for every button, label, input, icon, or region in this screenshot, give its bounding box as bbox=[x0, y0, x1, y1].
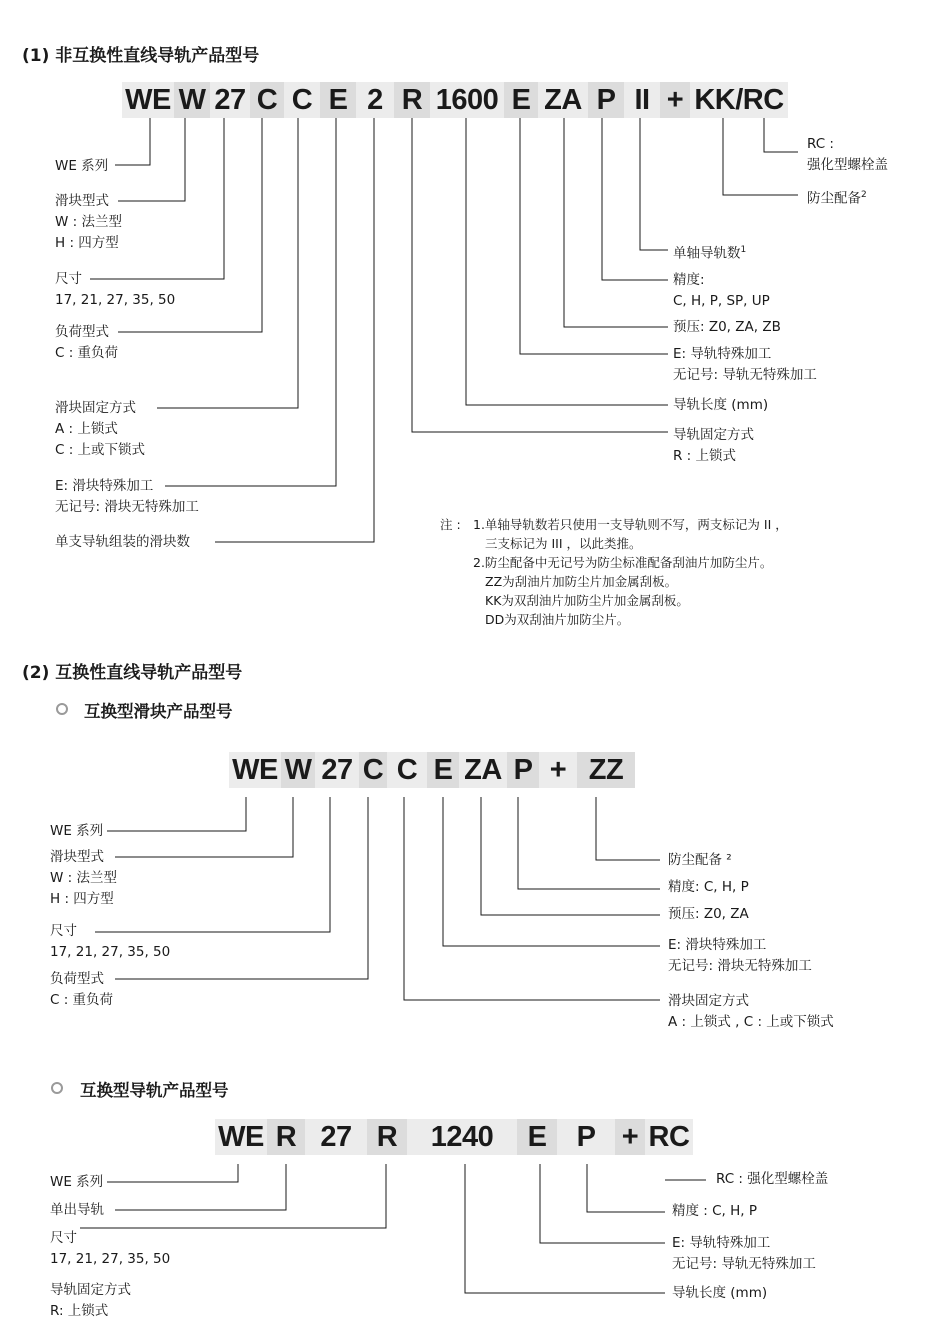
label-line: C : 重负荷 bbox=[50, 992, 114, 1008]
note-line: DD为双刮油片加防尘片。 bbox=[485, 612, 630, 627]
code-seg: ZZ bbox=[577, 752, 635, 788]
code-seg: P bbox=[507, 752, 539, 788]
rail-label-accuracy bbox=[672, 1201, 757, 1222]
label-line: E: 滑块特殊加工 bbox=[55, 478, 154, 494]
label-line: R : 上锁式 bbox=[673, 448, 737, 464]
label-line: 精度: C, H, P bbox=[668, 879, 749, 895]
code-seg: + bbox=[660, 82, 690, 118]
code-seg: C bbox=[250, 82, 284, 118]
code-seg: C bbox=[387, 752, 427, 788]
rail-label-rail-special bbox=[672, 1233, 816, 1275]
label-line: 防尘配备 ² bbox=[668, 852, 732, 868]
label-line: E: 滑块特殊加工 bbox=[668, 937, 767, 953]
note-line: KK为双刮油片加防尘片加金属刮板。 bbox=[485, 593, 689, 608]
code-seg: R bbox=[267, 1119, 305, 1155]
code-seg: W bbox=[281, 752, 315, 788]
section2-title: (2) 互换性直线导轨产品型号 bbox=[22, 663, 243, 683]
label-line: 单轴导轨数 bbox=[673, 245, 741, 262]
label-line: 导轨长度 (mm) bbox=[672, 1285, 768, 1301]
label-line: 无记号: 导轨无特殊加工 bbox=[673, 367, 817, 383]
label-line: 强化型螺栓盖 bbox=[807, 157, 888, 173]
label-line: 滑块型式 bbox=[50, 849, 104, 865]
code-seg: + bbox=[539, 752, 577, 788]
note-line: 2.防尘配备中无记号为防尘标准配备刮油片加防尘片。 bbox=[473, 555, 773, 570]
label-line: E: 导轨特殊加工 bbox=[672, 1235, 771, 1251]
section1-title: (1) 非互换性直线导轨产品型号 bbox=[22, 46, 260, 66]
label-line: 无记号: 滑块无特殊加工 bbox=[55, 499, 199, 515]
slider-subtitle: 互换型滑块产品型号 bbox=[84, 702, 233, 721]
code-seg: 27 bbox=[315, 752, 359, 788]
rail-label-we-series bbox=[50, 1172, 103, 1193]
label-line: 尺寸 bbox=[55, 271, 82, 287]
footnote-mark: 1 bbox=[740, 245, 747, 255]
label-line: 预压: Z0, ZA, ZB bbox=[673, 319, 781, 335]
rail-subtitle: 互换型导轨产品型号 bbox=[80, 1081, 229, 1100]
label-line: 17, 21, 27, 35, 50 bbox=[50, 1251, 171, 1267]
label-line: 无记号: 滑块无特殊加工 bbox=[668, 958, 812, 974]
label-line: 单出导轨 bbox=[50, 1202, 104, 1218]
label-line: WE 系列 bbox=[50, 823, 104, 839]
code-seg: 2 bbox=[356, 82, 394, 118]
code-seg: WE bbox=[122, 82, 174, 118]
label-line: RC : bbox=[807, 136, 834, 152]
code-seg: 27 bbox=[210, 82, 250, 118]
code-seg: C bbox=[284, 82, 320, 118]
label-line: W : 法兰型 bbox=[50, 870, 117, 886]
code-seg: WE bbox=[229, 752, 281, 788]
label-line: 17, 21, 27, 35, 50 bbox=[55, 292, 176, 308]
label-line: A : 上锁式 bbox=[55, 421, 118, 437]
label-line: 滑块固定方式 bbox=[668, 993, 749, 1009]
code-seg: C bbox=[359, 752, 387, 788]
code-seg: R bbox=[367, 1119, 407, 1155]
code-seg: ZA bbox=[538, 82, 588, 118]
code-seg: E bbox=[427, 752, 459, 788]
label-line: 负荷型式 bbox=[50, 971, 104, 987]
label-line: H : 四方型 bbox=[55, 235, 119, 251]
label-line: 滑块固定方式 bbox=[55, 400, 136, 416]
label-line: 无记号: 导轨无特殊加工 bbox=[672, 1256, 816, 1272]
label-line: R: 上锁式 bbox=[50, 1303, 109, 1319]
label-line: C, H, P, SP, UP bbox=[673, 293, 770, 309]
code-seg: KK/RC bbox=[690, 82, 788, 118]
label-line: W : 法兰型 bbox=[55, 214, 122, 230]
label-line: WE 系列 bbox=[55, 158, 109, 174]
label-line: 预压: Z0, ZA bbox=[668, 906, 749, 922]
code-seg: E bbox=[504, 82, 538, 118]
rail-label-single-rail bbox=[50, 1200, 104, 1221]
note-line: 三支标记为 III ，以此类推。 bbox=[485, 536, 642, 551]
code-seg: 27 bbox=[305, 1119, 367, 1155]
code-seg: P bbox=[557, 1119, 615, 1155]
code-seg: 1240 bbox=[407, 1119, 517, 1155]
label-line: 单支导轨组装的滑块数 bbox=[55, 534, 190, 550]
label-line: C : 上或下锁式 bbox=[55, 442, 146, 458]
code-seg: WE bbox=[215, 1119, 267, 1155]
label-line: 精度 : C, H, P bbox=[672, 1203, 758, 1219]
label-line: 导轨固定方式 bbox=[50, 1282, 131, 1298]
code-seg: P bbox=[588, 82, 624, 118]
label-line: A : 上锁式 , C : 上或下锁式 bbox=[668, 1014, 834, 1030]
label-line: 导轨固定方式 bbox=[673, 427, 754, 443]
label-line: 导轨长度 (mm) bbox=[673, 397, 769, 413]
label-line: 防尘配备 bbox=[807, 190, 861, 207]
footnote-mark: 2 bbox=[861, 190, 867, 200]
label-line: C : 重负荷 bbox=[55, 345, 119, 361]
label-line: E: 导轨特殊加工 bbox=[673, 346, 772, 362]
note-line: ZZ为刮油片加防尘片加金属刮板。 bbox=[485, 574, 678, 589]
label-line: RC : 强化型螺栓盖 bbox=[716, 1171, 829, 1187]
label-line: WE 系列 bbox=[50, 1174, 104, 1190]
code-seg: 1600 bbox=[430, 82, 504, 118]
notes-prefix: 注 : bbox=[440, 517, 461, 532]
label-line: H : 四方型 bbox=[50, 891, 114, 907]
rail-label-size bbox=[50, 1228, 170, 1270]
rail-label-rail-length bbox=[672, 1283, 767, 1304]
label-line: 精度: bbox=[673, 272, 705, 288]
code-seg: + bbox=[615, 1119, 645, 1155]
code-seg: E bbox=[517, 1119, 557, 1155]
code-seg: ZA bbox=[459, 752, 507, 788]
code-seg: II bbox=[624, 82, 660, 118]
rail-label-rail-mount bbox=[50, 1280, 131, 1322]
label-line: 尺寸 bbox=[50, 923, 77, 939]
code-seg: R bbox=[394, 82, 430, 118]
code-seg: W bbox=[174, 82, 210, 118]
label-line: 滑块型式 bbox=[55, 193, 109, 209]
code-seg: E bbox=[320, 82, 356, 118]
label-line: 17, 21, 27, 35, 50 bbox=[50, 944, 171, 960]
note-line: 1.单轴导轨数若只使用一支导轨则不写，两支标记为 II ， bbox=[473, 517, 788, 532]
label-line: 尺寸 bbox=[50, 1230, 77, 1246]
rail-label-rc-cover bbox=[716, 1169, 828, 1190]
label-line: 负荷型式 bbox=[55, 324, 109, 340]
code-seg: RC bbox=[645, 1119, 693, 1155]
